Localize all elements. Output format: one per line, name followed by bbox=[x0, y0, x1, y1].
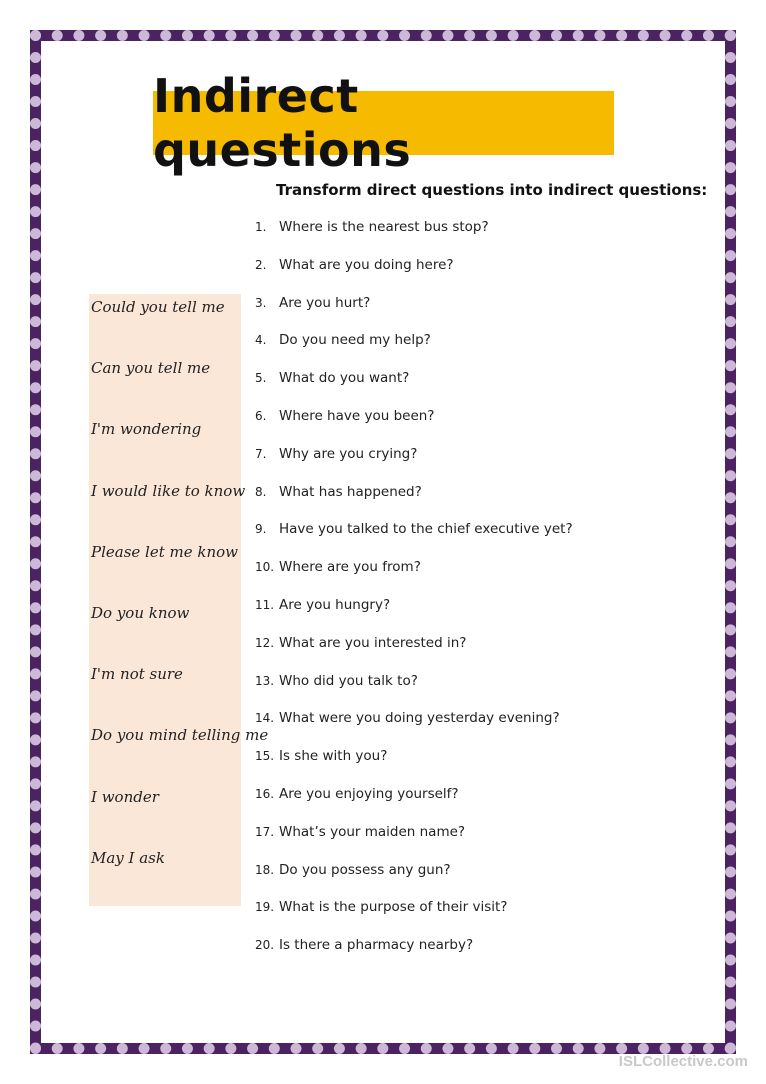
question-text: Have you talked to the chief executive yet? bbox=[279, 521, 573, 538]
question-number: 17. bbox=[255, 824, 275, 839]
question-item bbox=[255, 748, 387, 764]
question-item bbox=[255, 257, 454, 273]
phrase-item: Do you mind telling me bbox=[91, 726, 269, 745]
phrase-item: May I ask bbox=[91, 848, 165, 867]
question-number: 1. bbox=[255, 220, 267, 234]
question-text: Where are you from? bbox=[279, 559, 421, 576]
question-text: Where is the nearest bus stop? bbox=[279, 219, 489, 235]
question-number: 20. bbox=[255, 938, 275, 953]
question-item bbox=[255, 446, 417, 462]
question-text: Are you hurt? bbox=[279, 294, 371, 311]
question-item bbox=[255, 937, 473, 953]
question-number: 15. bbox=[255, 749, 275, 764]
title-banner bbox=[153, 69, 614, 177]
question-item bbox=[255, 899, 507, 915]
question-item bbox=[255, 484, 422, 500]
question-text: What are you interested in? bbox=[279, 634, 467, 651]
question-text: Who did you talk to? bbox=[279, 672, 418, 689]
question-item bbox=[255, 295, 370, 311]
question-text: Are you hungry? bbox=[279, 597, 391, 613]
question-number: 9. bbox=[255, 522, 267, 537]
question-item bbox=[255, 332, 431, 348]
question-number: 5. bbox=[255, 371, 267, 386]
question-number: 11. bbox=[255, 598, 275, 612]
phrase-item: Could you tell me bbox=[91, 298, 225, 316]
question-item bbox=[255, 219, 489, 235]
question-number: 10. bbox=[255, 560, 275, 575]
question-item bbox=[255, 635, 466, 651]
phrase-item: I wonder bbox=[91, 787, 159, 806]
question-number: 8. bbox=[255, 484, 267, 499]
question-number: 7. bbox=[255, 446, 267, 461]
question-number: 2. bbox=[255, 257, 267, 272]
question-number: 13. bbox=[255, 673, 275, 688]
question-text: Where have you been? bbox=[279, 408, 435, 424]
question-number: 6. bbox=[255, 409, 267, 423]
question-item bbox=[255, 370, 409, 386]
question-text: What has happened? bbox=[279, 483, 422, 500]
question-item bbox=[255, 597, 390, 613]
question-text: What were you doing yesterday evening? bbox=[279, 710, 560, 727]
question-text: Do you need my help? bbox=[279, 332, 431, 349]
question-number: 14. bbox=[255, 711, 275, 726]
question-text: Are you enjoying yourself? bbox=[279, 786, 459, 802]
question-item bbox=[255, 673, 418, 689]
question-number: 4. bbox=[255, 333, 267, 348]
phrase-item: I would like to know bbox=[91, 481, 246, 500]
question-text: What’s your maiden name? bbox=[279, 823, 466, 840]
question-number: 16. bbox=[255, 787, 275, 801]
phrase-panel bbox=[89, 294, 241, 906]
question-number: 3. bbox=[255, 295, 267, 310]
question-number: 12. bbox=[255, 635, 275, 650]
phrase-item: I'm wondering bbox=[91, 420, 202, 439]
watermark: ISLCollective.com bbox=[618, 1053, 748, 1070]
question-text: Is there a pharmacy nearby? bbox=[279, 937, 474, 954]
question-item bbox=[255, 786, 459, 802]
phrase-item: Can you tell me bbox=[91, 359, 211, 378]
phrase-item: Do you know bbox=[91, 604, 190, 622]
question-number: 19. bbox=[255, 900, 275, 915]
question-item bbox=[255, 559, 421, 575]
question-text: What is the purpose of their visit? bbox=[279, 899, 508, 916]
question-text: Why are you crying? bbox=[279, 445, 418, 462]
instruction-text: Transform direct questions into indirect questions: bbox=[276, 181, 708, 199]
question-text: Is she with you? bbox=[279, 748, 388, 765]
question-item bbox=[255, 521, 573, 537]
phrase-item: Please let me know bbox=[91, 542, 239, 561]
phrase-item: I'm not sure bbox=[91, 665, 183, 684]
page-title: Indirect questions bbox=[153, 69, 412, 177]
question-item bbox=[255, 824, 465, 840]
question-text: What do you want? bbox=[279, 370, 410, 387]
question-item bbox=[255, 862, 451, 878]
question-number: 18. bbox=[255, 862, 275, 877]
question-item bbox=[255, 710, 560, 726]
question-item bbox=[255, 408, 434, 424]
question-text: Do you possess any gun? bbox=[279, 861, 451, 878]
question-text: What are you doing here? bbox=[279, 256, 454, 273]
